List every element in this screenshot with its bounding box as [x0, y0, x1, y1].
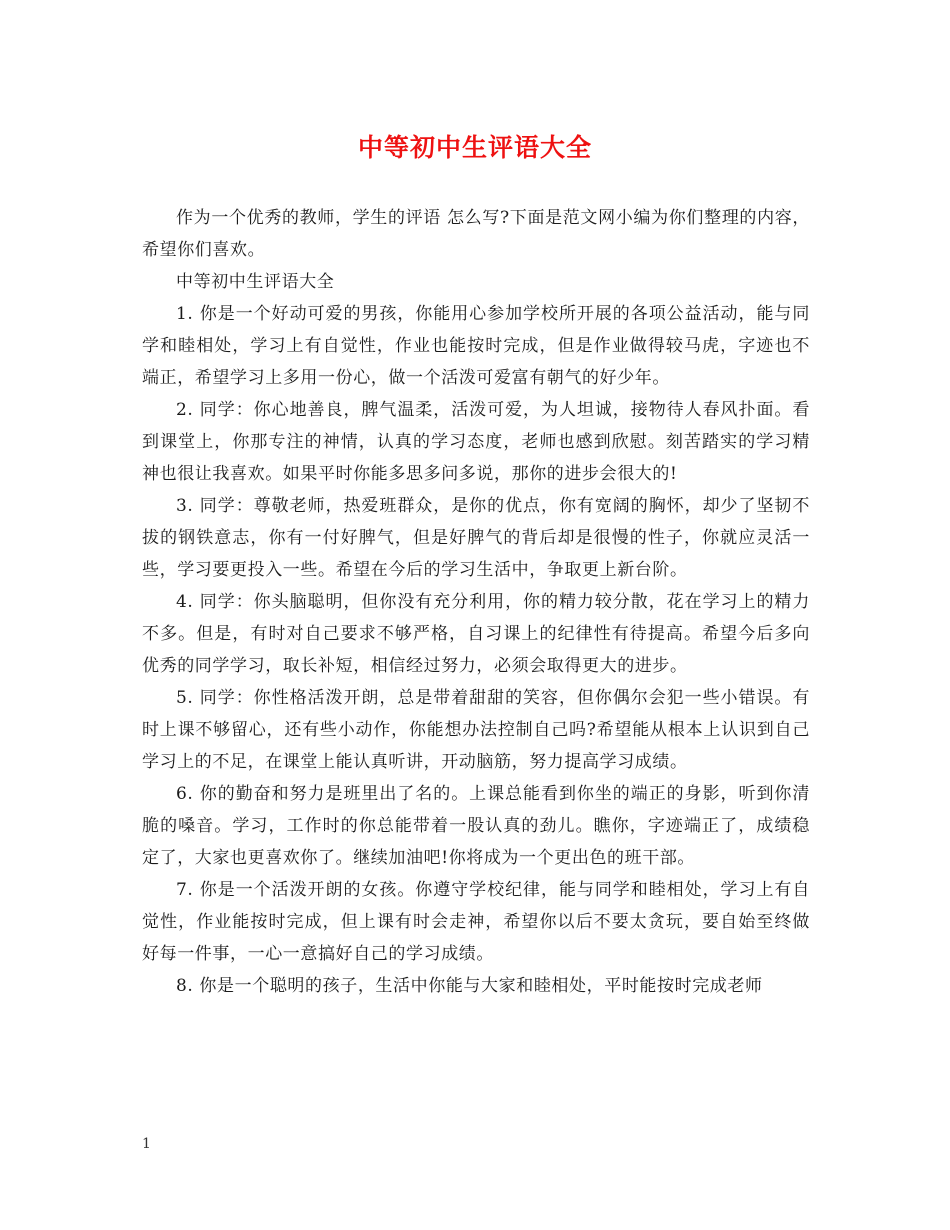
- item-number: 8.: [176, 976, 194, 996]
- subheading: 中等初中生评语大全: [176, 272, 335, 292]
- document-body: [142, 202, 810, 1002]
- list-item: [142, 298, 810, 394]
- list-item: [142, 778, 810, 874]
- item-number: 3.: [176, 496, 194, 516]
- item-text: 你是一个活泼开朗的女孩。你遵守学校纪律，能与同学和睦相处，学习上有自觉性，作业能按时完成，但上课有时会走神，希望你以后不要太贪玩，要自始至终做好每一件事，一心一意搞好自己的学习成绩。: [142, 880, 810, 964]
- item-number: 7.: [176, 880, 194, 900]
- intro-paragraph: 作为一个优秀的教师，学生的评语 怎么写?下面是范文网小编为你们整理的内容，希望你们喜欢。: [142, 208, 810, 260]
- item-number: 2.: [176, 400, 194, 420]
- item-text: 同学：你头脑聪明，但你没有充分利用，你的精力较分散，花在学习上的精力不多。但是，有时对自己要求不够严格，自习课上的纪律性有待提高。希望今后多向优秀的同学学习，取长补短，相信经过努力，必须会取得更大的进步。: [142, 592, 810, 676]
- item-number: 1.: [176, 304, 194, 324]
- list-item: [142, 682, 810, 778]
- item-text: 你是一个聪明的孩子，生活中你能与大家和睦相处，平时能按时完成老师: [199, 976, 763, 996]
- list-item: [142, 490, 810, 586]
- item-text: 同学：你心地善良，脾气温柔，活泼可爱，为人坦诚，接物待人春风扑面。看到课堂上，你那专注的神情，认真的学习态度，老师也感到欣慰。刻苦踏实的学习精神也很让我喜欢。如果平时你能多思多问多说，那你的进步会很大的!: [142, 400, 810, 484]
- list-item: [142, 394, 810, 490]
- page-number: 1: [142, 1136, 151, 1152]
- item-number: 6.: [176, 784, 194, 804]
- item-text: 你的勤奋和努力是班里出了名的。上课总能看到你坐的端正的身影，听到你清脆的嗓音。学习，工作时的你总能带着一股认真的劲儿。瞧你，字迹端正了，成绩稳定了，大家也更喜欢你了。继续加油吧!你将成为一个更出色的班干部。: [142, 784, 810, 868]
- document-title: 中等初中生评语大全: [357, 133, 592, 162]
- item-number: 4.: [176, 592, 194, 612]
- item-text: 同学：尊敬老师，热爱班群众，是你的优点，你有宽阔的胸怀，却少了坚韧不拔的钢铁意志，你有一付好脾气，但是好脾气的背后却是很慢的性子，你就应灵活一些，学习要更投入一些。希望在今后的学习生活中，争取更上新台阶。: [142, 496, 810, 580]
- item-text: 你是一个好动可爱的男孩，你能用心参加学校所开展的各项公益活动，能与同学和睦相处，学习上有自觉性，作业也能按时完成，但是作业做得较马虎，字迹也不端正，希望学习上多用一份心，做一个活泼可爱富有朝气的好少年。: [142, 304, 810, 388]
- item-number: 5.: [176, 688, 194, 708]
- list-item: [142, 586, 810, 682]
- list-item: [142, 970, 810, 1002]
- list-item: [142, 874, 810, 970]
- item-text: 同学：你性格活泼开朗，总是带着甜甜的笑容，但你偶尔会犯一些小错误。有时上课不够留心，还有些小动作，你能想办法控制自己吗?希望能从根本上认识到自己学习上的不足，在课堂上能认真听讲，开动脑筋，努力提高学习成绩。: [142, 688, 810, 772]
